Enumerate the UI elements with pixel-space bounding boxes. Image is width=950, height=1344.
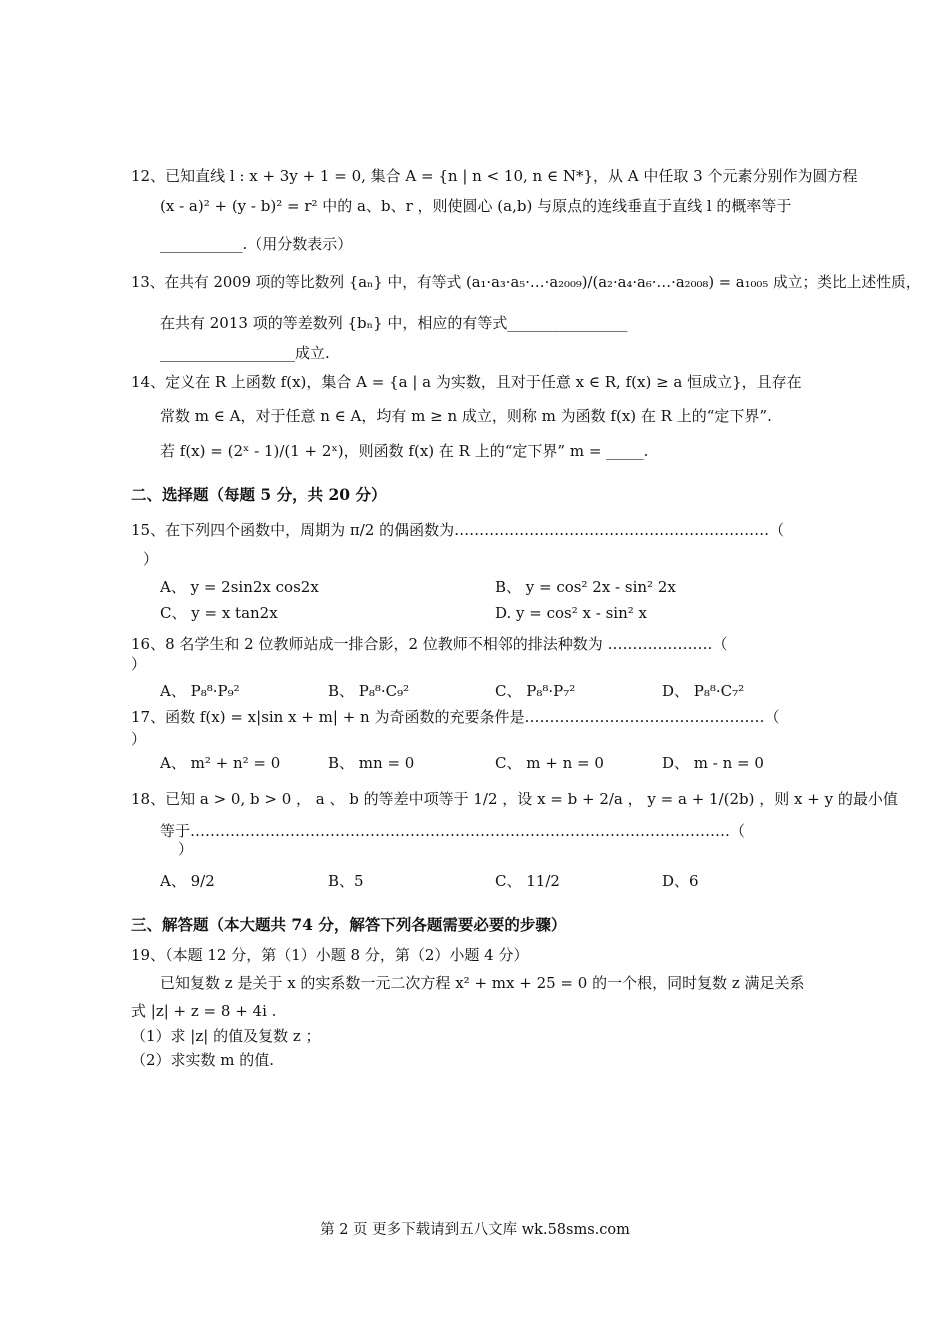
q18-option-a: A、 9/2 bbox=[160, 872, 215, 890]
q15-stem: 15、在下列四个函数中，周期为 π/2 的偶函数为………………………………………………………（ bbox=[131, 521, 785, 539]
page-footer: 第 2 页 更多下载请到五八文库 wk.58sms.com bbox=[320, 1222, 630, 1238]
q18-paren: ） bbox=[178, 840, 194, 858]
q15-option-c: C、 y = x tan2x bbox=[160, 604, 278, 622]
q15-option-b: B、 y = cos² 2x - sin² 2x bbox=[495, 578, 676, 596]
q19-part1: （1）求 |z| 的值及复数 z ； bbox=[131, 1027, 321, 1045]
q13-line3: __________________成立. bbox=[160, 344, 330, 362]
q14-line2: 常数 m ∈ A，对于任意 n ∈ A，均有 m ≥ n 成立，则称 m 为函数 f(x) 在 R 上的“定下界”. bbox=[160, 407, 772, 425]
q18-option-b: B、5 bbox=[328, 872, 364, 890]
q19-line1: 已知复数 z 是关于 x 的实系数一元二次方程 x² + mx + 25 = 0 的一个根，同时复数 z 满足关系 bbox=[160, 974, 805, 992]
q18-line1: 18、已知 a > 0, b > 0 ， a 、 b 的等差中项等于 1/2 ，设 x = b + 2/a ， y = a + 1/(2b) ，则 x + y 的最小值 bbox=[131, 790, 898, 808]
q16-option-b: B、 P₈⁸·C₉² bbox=[328, 682, 410, 700]
q17-option-c: C、 m + n = 0 bbox=[495, 754, 604, 772]
q14-line3: 若 f(x) = (2ˣ - 1)/(1 + 2ˣ)，则函数 f(x) 在 R 上的“定下界” m = _____. bbox=[160, 442, 649, 460]
q12-line1: 12、已知直线 l : x + 3y + 1 = 0, 集合 A = {n | n < 10, n ∈ N*}，从 A 中任取 3 个元素分别作为圆方程 bbox=[131, 167, 858, 185]
q18-option-c: C、 11/2 bbox=[495, 872, 560, 890]
q18-option-d: D、6 bbox=[662, 872, 699, 890]
q19-header: 19、（本题 12 分，第（1）小题 8 分，第（2）小题 4 分） bbox=[131, 946, 529, 964]
section-3-heading: 三、解答题（本大题共 74 分，解答下列各题需要必要的步骤） bbox=[131, 915, 567, 934]
q17-option-a: A、 m² + n² = 0 bbox=[160, 754, 281, 772]
q16-paren: ） bbox=[131, 655, 147, 673]
q15-option-d: D. y = cos² x - sin² x bbox=[495, 604, 647, 622]
q19-part2: （2）求实数 m 的值. bbox=[131, 1051, 275, 1069]
q12-line3: ___________.（用分数表示） bbox=[160, 235, 353, 253]
q16-option-a: A、 P₈⁸·P₉² bbox=[160, 682, 240, 700]
q15-paren: ） bbox=[143, 550, 159, 568]
section-2-heading: 二、选择题（每题 5 分，共 20 分） bbox=[131, 485, 387, 504]
q18-line2: 等于………………………………………………………………………………………………（ bbox=[160, 822, 746, 840]
q19-line2: 式 |z| + z = 8 + 4i . bbox=[131, 1002, 277, 1020]
q12-line2: (x - a)² + (y - b)² = r² 中的 a、b、r ，则使圆心 (a,b) 与原点的连线垂直于直线 l 的概率等于 bbox=[160, 197, 792, 215]
q17-paren: ） bbox=[131, 730, 147, 748]
q15-option-a: A、 y = 2sin2x cos2x bbox=[160, 578, 319, 596]
q16-option-d: D、 P₈⁸·C₇² bbox=[662, 682, 745, 700]
q14-line1: 14、定义在 R 上函数 f(x)，集合 A = {a | a 为实数，且对于任意 x ∈ R, f(x) ≥ a 恒成立}，且存在 bbox=[131, 373, 802, 391]
q16-stem: 16、8 名学生和 2 位教师站成一排合影，2 位教师不相邻的排法种数为 …………………（ bbox=[131, 635, 728, 653]
q17-option-b: B、 mn = 0 bbox=[328, 754, 415, 772]
q17-option-d: D、 m - n = 0 bbox=[662, 754, 764, 772]
q13-line1: 13、在共有 2009 项的等比数列 {aₙ} 中，有等式 (a₁·a₃·a₅·…·a₂₀₀₉)/(a₂·a₄·a₆·…·a₂₀₀₈) = a₁₀₀₅ 成立；类比上述性质， bbox=[131, 274, 921, 291]
q17-stem: 17、函数 f(x) = x|sin x + m| + n 为奇函数的充要条件是…………………………………………（ bbox=[131, 708, 780, 726]
q13-line2: 在共有 2013 项的等差数列 {bₙ} 中，相应的有等式________________ bbox=[160, 314, 628, 332]
q16-option-c: C、 P₈⁸·P₇² bbox=[495, 682, 576, 700]
